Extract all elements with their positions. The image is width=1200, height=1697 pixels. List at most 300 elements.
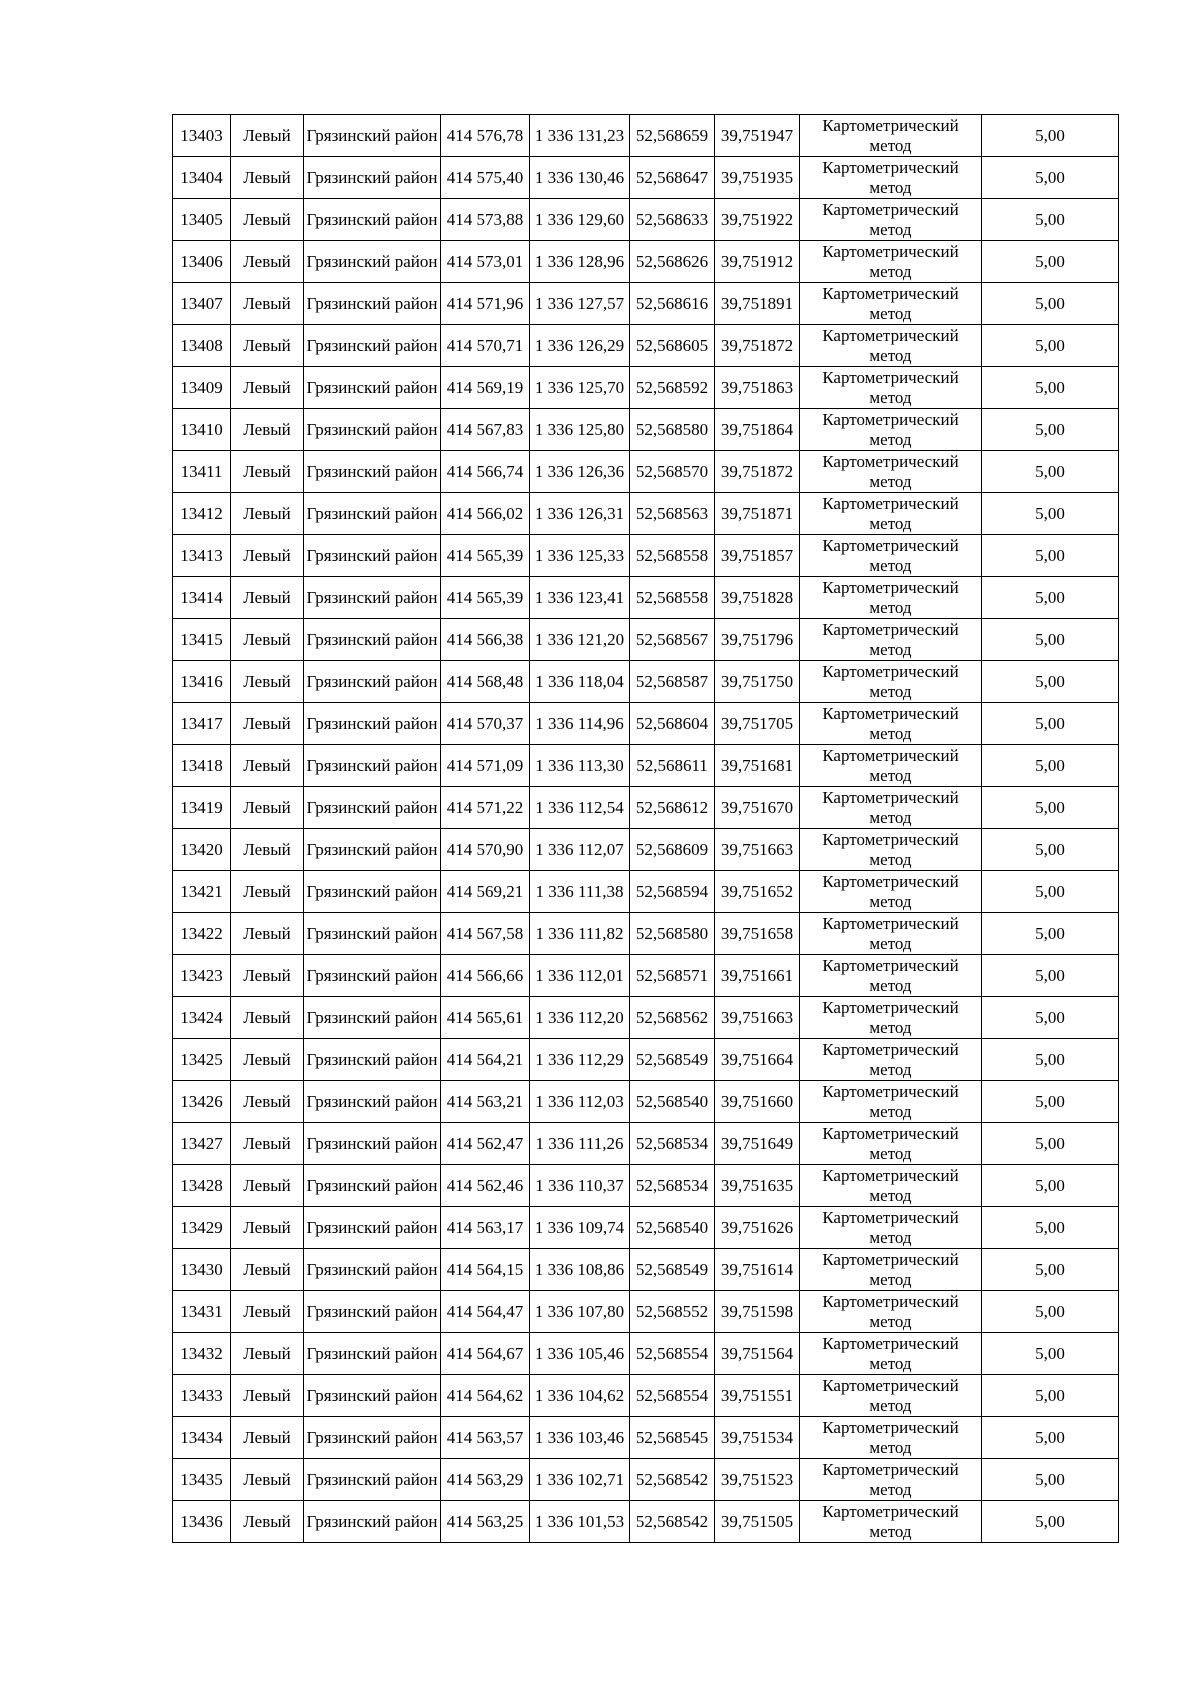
point-number-cell: 13403 <box>173 115 231 157</box>
latitude-cell: 52,568659 <box>630 115 715 157</box>
latitude-cell: 52,568540 <box>630 1207 715 1249</box>
accuracy-cell: 5,00 <box>982 157 1119 199</box>
table-row <box>173 1333 1119 1375</box>
table-row <box>173 1123 1119 1165</box>
point-number-cell: 13425 <box>173 1039 231 1081</box>
accuracy-cell: 5,00 <box>982 1207 1119 1249</box>
table-row <box>173 1081 1119 1123</box>
y-coordinate-cell: 1 336 128,96 <box>530 241 630 283</box>
district-cell: Грязинский район <box>304 1333 441 1375</box>
district-cell: Грязинский район <box>304 493 441 535</box>
accuracy-cell: 5,00 <box>982 913 1119 955</box>
y-coordinate-cell: 1 336 126,36 <box>530 451 630 493</box>
latitude-cell: 52,568534 <box>630 1165 715 1207</box>
accuracy-cell: 5,00 <box>982 745 1119 787</box>
point-number-cell: 13422 <box>173 913 231 955</box>
method-cell: Картометрический метод <box>800 1291 982 1333</box>
bank-side-cell: Левый <box>231 577 304 619</box>
x-coordinate-cell: 414 563,57 <box>441 1417 530 1459</box>
bank-side-cell: Левый <box>231 325 304 367</box>
table-row <box>173 199 1119 241</box>
accuracy-cell: 5,00 <box>982 199 1119 241</box>
method-cell: Картометрический метод <box>800 913 982 955</box>
method-cell: Картометрический метод <box>800 577 982 619</box>
table-row <box>173 577 1119 619</box>
table-row <box>173 829 1119 871</box>
district-cell: Грязинский район <box>304 829 441 871</box>
x-coordinate-cell: 414 575,40 <box>441 157 530 199</box>
point-number-cell: 13413 <box>173 535 231 577</box>
longitude-cell: 39,751661 <box>715 955 800 997</box>
accuracy-cell: 5,00 <box>982 1501 1119 1543</box>
table-row <box>173 1207 1119 1249</box>
method-cell: Картометрический метод <box>800 325 982 367</box>
y-coordinate-cell: 1 336 102,71 <box>530 1459 630 1501</box>
y-coordinate-cell: 1 336 111,26 <box>530 1123 630 1165</box>
x-coordinate-cell: 414 567,58 <box>441 913 530 955</box>
bank-side-cell: Левый <box>231 1417 304 1459</box>
bank-side-cell: Левый <box>231 115 304 157</box>
accuracy-cell: 5,00 <box>982 535 1119 577</box>
latitude-cell: 52,568580 <box>630 913 715 955</box>
x-coordinate-cell: 414 570,37 <box>441 703 530 745</box>
district-cell: Грязинский район <box>304 1375 441 1417</box>
district-cell: Грязинский район <box>304 1459 441 1501</box>
table-row <box>173 703 1119 745</box>
accuracy-cell: 5,00 <box>982 577 1119 619</box>
x-coordinate-cell: 414 564,21 <box>441 1039 530 1081</box>
latitude-cell: 52,568592 <box>630 367 715 409</box>
bank-side-cell: Левый <box>231 1291 304 1333</box>
method-cell: Картометрический метод <box>800 157 982 199</box>
y-coordinate-cell: 1 336 113,30 <box>530 745 630 787</box>
y-coordinate-cell: 1 336 125,33 <box>530 535 630 577</box>
point-number-cell: 13418 <box>173 745 231 787</box>
accuracy-cell: 5,00 <box>982 619 1119 661</box>
longitude-cell: 39,751912 <box>715 241 800 283</box>
y-coordinate-cell: 1 336 127,57 <box>530 283 630 325</box>
table-row <box>173 1039 1119 1081</box>
table-row <box>173 241 1119 283</box>
bank-side-cell: Левый <box>231 493 304 535</box>
accuracy-cell: 5,00 <box>982 367 1119 409</box>
longitude-cell: 39,751871 <box>715 493 800 535</box>
point-number-cell: 13426 <box>173 1081 231 1123</box>
bank-side-cell: Левый <box>231 199 304 241</box>
point-number-cell: 13427 <box>173 1123 231 1165</box>
table-row <box>173 787 1119 829</box>
longitude-cell: 39,751614 <box>715 1249 800 1291</box>
method-cell: Картометрический метод <box>800 1417 982 1459</box>
longitude-cell: 39,751660 <box>715 1081 800 1123</box>
longitude-cell: 39,751681 <box>715 745 800 787</box>
latitude-cell: 52,568587 <box>630 661 715 703</box>
latitude-cell: 52,568567 <box>630 619 715 661</box>
method-cell: Картометрический метод <box>800 1459 982 1501</box>
bank-side-cell: Левый <box>231 283 304 325</box>
point-number-cell: 13431 <box>173 1291 231 1333</box>
point-number-cell: 13429 <box>173 1207 231 1249</box>
x-coordinate-cell: 414 565,39 <box>441 577 530 619</box>
point-number-cell: 13415 <box>173 619 231 661</box>
point-number-cell: 13406 <box>173 241 231 283</box>
y-coordinate-cell: 1 336 112,29 <box>530 1039 630 1081</box>
method-cell: Картометрический метод <box>800 1039 982 1081</box>
latitude-cell: 52,568540 <box>630 1081 715 1123</box>
coordinates-table <box>172 114 1119 1543</box>
x-coordinate-cell: 414 564,67 <box>441 1333 530 1375</box>
latitude-cell: 52,568558 <box>630 535 715 577</box>
longitude-cell: 39,751663 <box>715 829 800 871</box>
bank-side-cell: Левый <box>231 703 304 745</box>
x-coordinate-cell: 414 566,74 <box>441 451 530 493</box>
longitude-cell: 39,751505 <box>715 1501 800 1543</box>
table-row <box>173 619 1119 661</box>
bank-side-cell: Левый <box>231 619 304 661</box>
accuracy-cell: 5,00 <box>982 409 1119 451</box>
x-coordinate-cell: 414 563,25 <box>441 1501 530 1543</box>
accuracy-cell: 5,00 <box>982 871 1119 913</box>
bank-side-cell: Левый <box>231 1039 304 1081</box>
x-coordinate-cell: 414 564,62 <box>441 1375 530 1417</box>
accuracy-cell: 5,00 <box>982 1081 1119 1123</box>
point-number-cell: 13436 <box>173 1501 231 1543</box>
latitude-cell: 52,568571 <box>630 955 715 997</box>
method-cell: Картометрический метод <box>800 1333 982 1375</box>
bank-side-cell: Левый <box>231 535 304 577</box>
method-cell: Картометрический метод <box>800 1375 982 1417</box>
table-row <box>173 283 1119 325</box>
point-number-cell: 13424 <box>173 997 231 1039</box>
point-number-cell: 13410 <box>173 409 231 451</box>
point-number-cell: 13414 <box>173 577 231 619</box>
accuracy-cell: 5,00 <box>982 1291 1119 1333</box>
accuracy-cell: 5,00 <box>982 1249 1119 1291</box>
bank-side-cell: Левый <box>231 661 304 703</box>
method-cell: Картометрический метод <box>800 1207 982 1249</box>
district-cell: Грязинский район <box>304 955 441 997</box>
latitude-cell: 52,568626 <box>630 241 715 283</box>
district-cell: Грязинский район <box>304 241 441 283</box>
table-body <box>173 115 1119 1543</box>
y-coordinate-cell: 1 336 123,41 <box>530 577 630 619</box>
y-coordinate-cell: 1 336 111,82 <box>530 913 630 955</box>
method-cell: Картометрический метод <box>800 787 982 829</box>
accuracy-cell: 5,00 <box>982 1333 1119 1375</box>
bank-side-cell: Левый <box>231 1207 304 1249</box>
latitude-cell: 52,568549 <box>630 1249 715 1291</box>
latitude-cell: 52,568554 <box>630 1375 715 1417</box>
latitude-cell: 52,568542 <box>630 1501 715 1543</box>
bank-side-cell: Левый <box>231 1123 304 1165</box>
longitude-cell: 39,751663 <box>715 997 800 1039</box>
latitude-cell: 52,568534 <box>630 1123 715 1165</box>
table-row <box>173 661 1119 703</box>
x-coordinate-cell: 414 566,66 <box>441 955 530 997</box>
longitude-cell: 39,751947 <box>715 115 800 157</box>
y-coordinate-cell: 1 336 112,07 <box>530 829 630 871</box>
point-number-cell: 13416 <box>173 661 231 703</box>
bank-side-cell: Левый <box>231 241 304 283</box>
table-row <box>173 409 1119 451</box>
y-coordinate-cell: 1 336 131,23 <box>530 115 630 157</box>
longitude-cell: 39,751922 <box>715 199 800 241</box>
bank-side-cell: Левый <box>231 451 304 493</box>
point-number-cell: 13419 <box>173 787 231 829</box>
table-row <box>173 745 1119 787</box>
x-coordinate-cell: 414 571,09 <box>441 745 530 787</box>
method-cell: Картометрический метод <box>800 199 982 241</box>
method-cell: Картометрический метод <box>800 829 982 871</box>
y-coordinate-cell: 1 336 129,60 <box>530 199 630 241</box>
district-cell: Грязинский район <box>304 997 441 1039</box>
longitude-cell: 39,751796 <box>715 619 800 661</box>
longitude-cell: 39,751649 <box>715 1123 800 1165</box>
table-row <box>173 871 1119 913</box>
bank-side-cell: Левый <box>231 871 304 913</box>
table-row <box>173 1291 1119 1333</box>
method-cell: Картометрический метод <box>800 451 982 493</box>
method-cell: Картометрический метод <box>800 1081 982 1123</box>
latitude-cell: 52,568594 <box>630 871 715 913</box>
y-coordinate-cell: 1 336 110,37 <box>530 1165 630 1207</box>
latitude-cell: 52,568647 <box>630 157 715 199</box>
district-cell: Грязинский район <box>304 1165 441 1207</box>
longitude-cell: 39,751872 <box>715 451 800 493</box>
x-coordinate-cell: 414 566,38 <box>441 619 530 661</box>
accuracy-cell: 5,00 <box>982 1165 1119 1207</box>
latitude-cell: 52,568562 <box>630 997 715 1039</box>
latitude-cell: 52,568580 <box>630 409 715 451</box>
accuracy-cell: 5,00 <box>982 661 1119 703</box>
x-coordinate-cell: 414 570,90 <box>441 829 530 871</box>
method-cell: Картометрический метод <box>800 619 982 661</box>
district-cell: Грязинский район <box>304 1081 441 1123</box>
x-coordinate-cell: 414 564,15 <box>441 1249 530 1291</box>
method-cell: Картометрический метод <box>800 1165 982 1207</box>
table-row <box>173 535 1119 577</box>
point-number-cell: 13433 <box>173 1375 231 1417</box>
district-cell: Грязинский район <box>304 1501 441 1543</box>
longitude-cell: 39,751523 <box>715 1459 800 1501</box>
y-coordinate-cell: 1 336 126,31 <box>530 493 630 535</box>
bank-side-cell: Левый <box>231 745 304 787</box>
y-coordinate-cell: 1 336 108,86 <box>530 1249 630 1291</box>
table-row <box>173 451 1119 493</box>
point-number-cell: 13432 <box>173 1333 231 1375</box>
x-coordinate-cell: 414 563,21 <box>441 1081 530 1123</box>
accuracy-cell: 5,00 <box>982 325 1119 367</box>
longitude-cell: 39,751564 <box>715 1333 800 1375</box>
point-number-cell: 13404 <box>173 157 231 199</box>
x-coordinate-cell: 414 562,47 <box>441 1123 530 1165</box>
latitude-cell: 52,568549 <box>630 1039 715 1081</box>
table-row <box>173 1375 1119 1417</box>
point-number-cell: 13411 <box>173 451 231 493</box>
table-row <box>173 997 1119 1039</box>
bank-side-cell: Левый <box>231 1081 304 1123</box>
accuracy-cell: 5,00 <box>982 451 1119 493</box>
latitude-cell: 52,568604 <box>630 703 715 745</box>
bank-side-cell: Левый <box>231 997 304 1039</box>
latitude-cell: 52,568633 <box>630 199 715 241</box>
point-number-cell: 13421 <box>173 871 231 913</box>
y-coordinate-cell: 1 336 112,54 <box>530 787 630 829</box>
y-coordinate-cell: 1 336 126,29 <box>530 325 630 367</box>
method-cell: Картометрический метод <box>800 115 982 157</box>
table-row <box>173 1165 1119 1207</box>
district-cell: Грязинский район <box>304 115 441 157</box>
method-cell: Картометрический метод <box>800 745 982 787</box>
bank-side-cell: Левый <box>231 409 304 451</box>
accuracy-cell: 5,00 <box>982 997 1119 1039</box>
accuracy-cell: 5,00 <box>982 1039 1119 1081</box>
district-cell: Грязинский район <box>304 1417 441 1459</box>
y-coordinate-cell: 1 336 107,80 <box>530 1291 630 1333</box>
bank-side-cell: Левый <box>231 1165 304 1207</box>
y-coordinate-cell: 1 336 109,74 <box>530 1207 630 1249</box>
table-row <box>173 1417 1119 1459</box>
method-cell: Картометрический метод <box>800 1249 982 1291</box>
latitude-cell: 52,568545 <box>630 1417 715 1459</box>
district-cell: Грязинский район <box>304 787 441 829</box>
longitude-cell: 39,751551 <box>715 1375 800 1417</box>
longitude-cell: 39,751864 <box>715 409 800 451</box>
longitude-cell: 39,751935 <box>715 157 800 199</box>
latitude-cell: 52,568616 <box>630 283 715 325</box>
point-number-cell: 13434 <box>173 1417 231 1459</box>
x-coordinate-cell: 414 573,88 <box>441 199 530 241</box>
method-cell: Картометрический метод <box>800 535 982 577</box>
x-coordinate-cell: 414 568,48 <box>441 661 530 703</box>
longitude-cell: 39,751626 <box>715 1207 800 1249</box>
point-number-cell: 13430 <box>173 1249 231 1291</box>
method-cell: Картометрический метод <box>800 871 982 913</box>
x-coordinate-cell: 414 573,01 <box>441 241 530 283</box>
longitude-cell: 39,751664 <box>715 1039 800 1081</box>
district-cell: Грязинский район <box>304 703 441 745</box>
latitude-cell: 52,568605 <box>630 325 715 367</box>
x-coordinate-cell: 414 566,02 <box>441 493 530 535</box>
point-number-cell: 13417 <box>173 703 231 745</box>
bank-side-cell: Левый <box>231 829 304 871</box>
accuracy-cell: 5,00 <box>982 1459 1119 1501</box>
x-coordinate-cell: 414 563,29 <box>441 1459 530 1501</box>
bank-side-cell: Левый <box>231 955 304 997</box>
point-number-cell: 13423 <box>173 955 231 997</box>
y-coordinate-cell: 1 336 114,96 <box>530 703 630 745</box>
y-coordinate-cell: 1 336 105,46 <box>530 1333 630 1375</box>
table-row <box>173 955 1119 997</box>
accuracy-cell: 5,00 <box>982 787 1119 829</box>
district-cell: Грязинский район <box>304 1249 441 1291</box>
longitude-cell: 39,751534 <box>715 1417 800 1459</box>
bank-side-cell: Левый <box>231 787 304 829</box>
latitude-cell: 52,568612 <box>630 787 715 829</box>
table-row <box>173 367 1119 409</box>
method-cell: Картометрический метод <box>800 241 982 283</box>
y-coordinate-cell: 1 336 118,04 <box>530 661 630 703</box>
x-coordinate-cell: 414 569,19 <box>441 367 530 409</box>
latitude-cell: 52,568611 <box>630 745 715 787</box>
accuracy-cell: 5,00 <box>982 283 1119 325</box>
y-coordinate-cell: 1 336 111,38 <box>530 871 630 913</box>
x-coordinate-cell: 414 569,21 <box>441 871 530 913</box>
method-cell: Картометрический метод <box>800 409 982 451</box>
table-row <box>173 913 1119 955</box>
point-number-cell: 13409 <box>173 367 231 409</box>
x-coordinate-cell: 414 565,61 <box>441 997 530 1039</box>
method-cell: Картометрический метод <box>800 703 982 745</box>
bank-side-cell: Левый <box>231 1249 304 1291</box>
district-cell: Грязинский район <box>304 1291 441 1333</box>
longitude-cell: 39,751857 <box>715 535 800 577</box>
method-cell: Картометрический метод <box>800 493 982 535</box>
y-coordinate-cell: 1 336 125,70 <box>530 367 630 409</box>
longitude-cell: 39,751670 <box>715 787 800 829</box>
district-cell: Грязинский район <box>304 451 441 493</box>
y-coordinate-cell: 1 336 112,20 <box>530 997 630 1039</box>
accuracy-cell: 5,00 <box>982 1375 1119 1417</box>
accuracy-cell: 5,00 <box>982 115 1119 157</box>
district-cell: Грязинский район <box>304 745 441 787</box>
district-cell: Грязинский район <box>304 1123 441 1165</box>
method-cell: Картометрический метод <box>800 367 982 409</box>
latitude-cell: 52,568609 <box>630 829 715 871</box>
method-cell: Картометрический метод <box>800 661 982 703</box>
x-coordinate-cell: 414 565,39 <box>441 535 530 577</box>
y-coordinate-cell: 1 336 104,62 <box>530 1375 630 1417</box>
y-coordinate-cell: 1 336 112,03 <box>530 1081 630 1123</box>
table-row <box>173 157 1119 199</box>
district-cell: Грязинский район <box>304 913 441 955</box>
bank-side-cell: Левый <box>231 913 304 955</box>
longitude-cell: 39,751705 <box>715 703 800 745</box>
longitude-cell: 39,751863 <box>715 367 800 409</box>
longitude-cell: 39,751872 <box>715 325 800 367</box>
y-coordinate-cell: 1 336 121,20 <box>530 619 630 661</box>
district-cell: Грязинский район <box>304 535 441 577</box>
district-cell: Грязинский район <box>304 409 441 451</box>
accuracy-cell: 5,00 <box>982 1123 1119 1165</box>
longitude-cell: 39,751652 <box>715 871 800 913</box>
accuracy-cell: 5,00 <box>982 1417 1119 1459</box>
latitude-cell: 52,568563 <box>630 493 715 535</box>
district-cell: Грязинский район <box>304 871 441 913</box>
district-cell: Грязинский район <box>304 661 441 703</box>
longitude-cell: 39,751891 <box>715 283 800 325</box>
latitude-cell: 52,568552 <box>630 1291 715 1333</box>
district-cell: Грязинский район <box>304 577 441 619</box>
longitude-cell: 39,751828 <box>715 577 800 619</box>
x-coordinate-cell: 414 562,46 <box>441 1165 530 1207</box>
table-row <box>173 493 1119 535</box>
latitude-cell: 52,568542 <box>630 1459 715 1501</box>
table-row <box>173 1459 1119 1501</box>
y-coordinate-cell: 1 336 125,80 <box>530 409 630 451</box>
accuracy-cell: 5,00 <box>982 241 1119 283</box>
point-number-cell: 13407 <box>173 283 231 325</box>
table-row <box>173 1501 1119 1543</box>
table-row <box>173 115 1119 157</box>
longitude-cell: 39,751750 <box>715 661 800 703</box>
accuracy-cell: 5,00 <box>982 955 1119 997</box>
x-coordinate-cell: 414 576,78 <box>441 115 530 157</box>
x-coordinate-cell: 414 570,71 <box>441 325 530 367</box>
district-cell: Грязинский район <box>304 367 441 409</box>
y-coordinate-cell: 1 336 130,46 <box>530 157 630 199</box>
point-number-cell: 13420 <box>173 829 231 871</box>
